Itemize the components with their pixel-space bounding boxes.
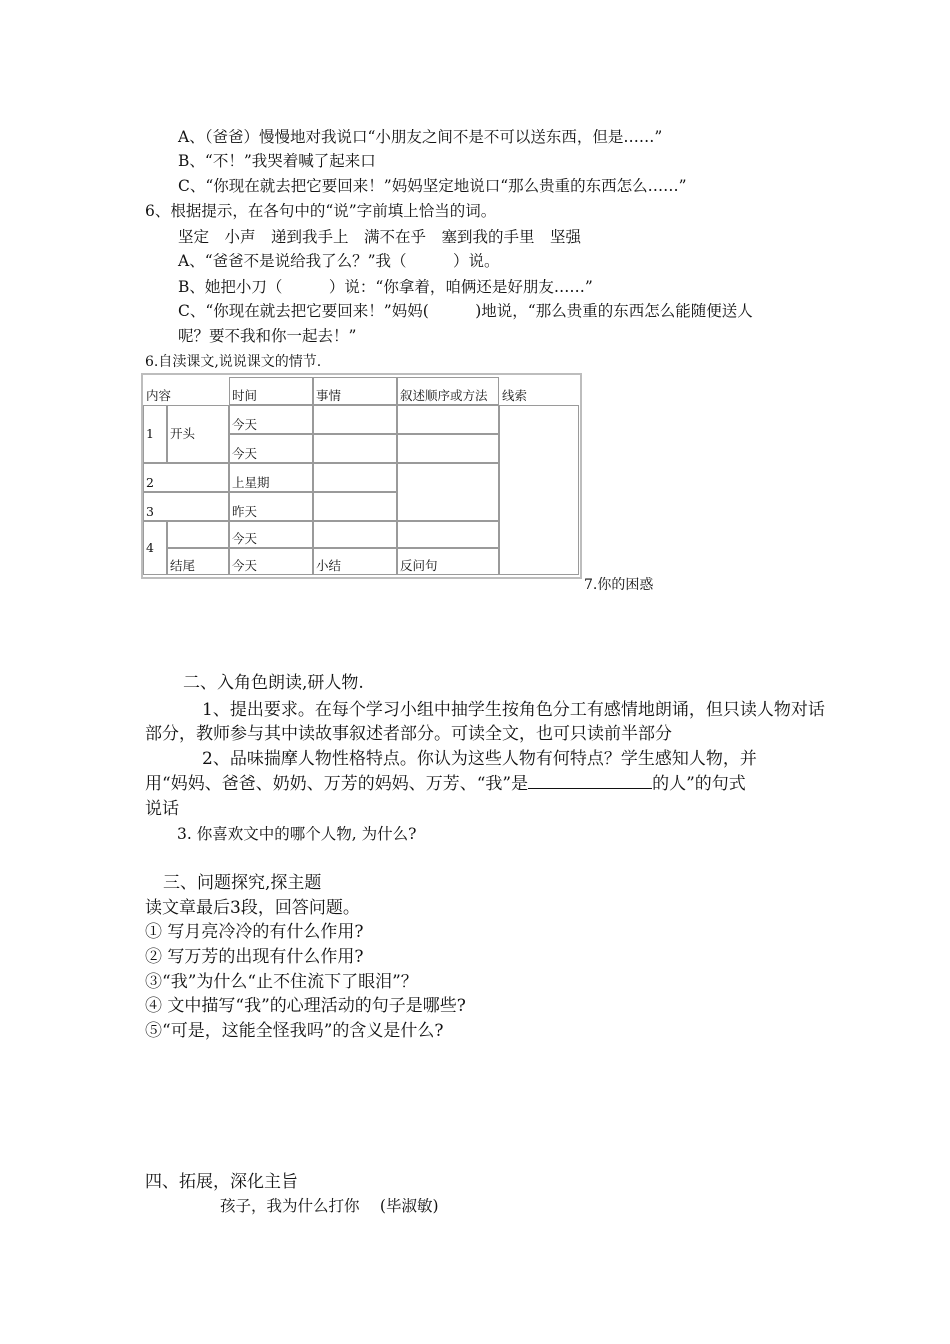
section2-title: 二、入角色朗读,研人物. bbox=[183, 673, 364, 693]
row-number-2: 2 bbox=[143, 463, 229, 492]
q6b-title: 6.自渎课文,说说课文的情节. bbox=[145, 354, 322, 370]
clue-cell bbox=[499, 405, 579, 575]
event-cell-4 bbox=[313, 492, 397, 521]
section2-p1-line1: 1、提出要求。在每个学习小组中抽学生按角色分工有感情地朗诵，但只读人物对话 bbox=[202, 700, 825, 720]
method-cell-5 bbox=[397, 521, 499, 548]
q5-option-a: A、（爸爸）慢慢地对我说口“小朋友之间不是不可以送东西，但是……” bbox=[178, 128, 663, 146]
part-opening: 开头 bbox=[167, 405, 229, 463]
section2-p2-line2-post: 的人”的句式 bbox=[652, 774, 746, 794]
section2-p3: 3. 你喜欢文中的哪个人物, 为什么? bbox=[177, 825, 417, 843]
method-cell-2 bbox=[397, 434, 499, 463]
event-cell-1 bbox=[313, 405, 397, 434]
fill-blank bbox=[528, 774, 652, 789]
section3-q4: ④ 文中描写“我”的心理活动的句子是哪些? bbox=[145, 996, 466, 1016]
method-cell-6: 反问句 bbox=[397, 548, 499, 575]
section2-p2-line1: 2、品味揣摩人物性格特点。你认为这些人物有何特点？学生感知人物，并 bbox=[202, 749, 757, 769]
header-content: 内容 bbox=[146, 388, 172, 403]
time-cell-1: 今天 bbox=[229, 405, 313, 434]
q5-option-c: C、“你现在就去把它要回来！”妈妈坚定地说口“那么贵重的东西怎么……” bbox=[178, 177, 687, 195]
section2-p1-line2: 部分，教师参与其中读故事叙述者部分。可读全文，也可只读前半部分 bbox=[145, 724, 672, 744]
section3-q3: ③“我”为什么“止不住流下了眼泪”？ bbox=[145, 972, 418, 992]
method-cell-1 bbox=[397, 405, 499, 434]
row-number-4: 4 bbox=[143, 521, 167, 575]
event-cell-2 bbox=[313, 434, 397, 463]
section3-q1: ① 写月亮冷冷的有什么作用? bbox=[145, 922, 364, 942]
time-cell-4: 昨天 bbox=[229, 492, 313, 521]
time-cell-3: 上星期 bbox=[229, 463, 313, 492]
method-cell-3 bbox=[397, 463, 499, 521]
part-ending: 结尾 bbox=[167, 548, 229, 575]
time-cell-6: 今天 bbox=[229, 548, 313, 575]
q7-confusion: 7.你的困惑 bbox=[584, 577, 654, 593]
plot-table bbox=[141, 373, 582, 579]
part-blank bbox=[167, 521, 229, 548]
time-cell-2: 今天 bbox=[229, 434, 313, 463]
header-event: 事情 bbox=[313, 377, 397, 405]
header-clue: 线索 bbox=[502, 388, 528, 403]
event-cell-6: 小结 bbox=[313, 548, 397, 575]
row-number-1: 1 bbox=[143, 405, 167, 463]
section4-title: 四、拓展，深化主旨 bbox=[145, 1172, 298, 1192]
event-cell-5 bbox=[313, 521, 397, 548]
q6-item-c-line2: 呢？要不我和你一起去！” bbox=[178, 327, 357, 345]
q6-item-c-line1: C、“你现在就去把它要回来！”妈妈( )地说，“那么贵重的东西怎么能随便送人 bbox=[178, 302, 753, 320]
q6-item-b: B、她把小刀（ ）说：“你拿着，咱俩还是好朋友……” bbox=[178, 278, 593, 296]
q6-item-a: A、“爸爸不是说给我了么？”我（ ）说。 bbox=[178, 252, 500, 270]
event-cell-3 bbox=[313, 463, 397, 492]
section3-q5: ⑤“可是，这能全怪我吗”的含义是什么? bbox=[145, 1021, 444, 1041]
q6-title: 6、根据提示，在各句中的“说”字前填上恰当的词。 bbox=[145, 202, 497, 220]
q6-word-bank: 坚定 小声 递到我手上 满不在乎 塞到我的手里 坚强 bbox=[178, 228, 582, 246]
section3-intro: 读文章最后3段，回答问题。 bbox=[145, 898, 360, 918]
section3-q2: ② 写万芳的出现有什么作用? bbox=[145, 947, 364, 967]
section2-p2-line2-pre: 用“妈妈、爸爸、奶奶、万芳的妈妈、万芳、“我”是 bbox=[145, 774, 529, 794]
section3-title: 三、问题探究,探主题 bbox=[163, 873, 322, 893]
header-method: 叙述顺序或方法 bbox=[397, 377, 499, 405]
section2-p2-line2 bbox=[145, 773, 746, 795]
row-number-3: 3 bbox=[143, 492, 229, 521]
section4-subtitle: 孩子，我为什么打你 (毕淑敏) bbox=[220, 1197, 439, 1215]
section2-p2-line3: 说话 bbox=[145, 799, 179, 819]
time-cell-5: 今天 bbox=[229, 521, 313, 548]
header-time: 时间 bbox=[229, 377, 313, 405]
q5-option-b: B、“不！”我哭着喊了起来口 bbox=[178, 152, 376, 170]
